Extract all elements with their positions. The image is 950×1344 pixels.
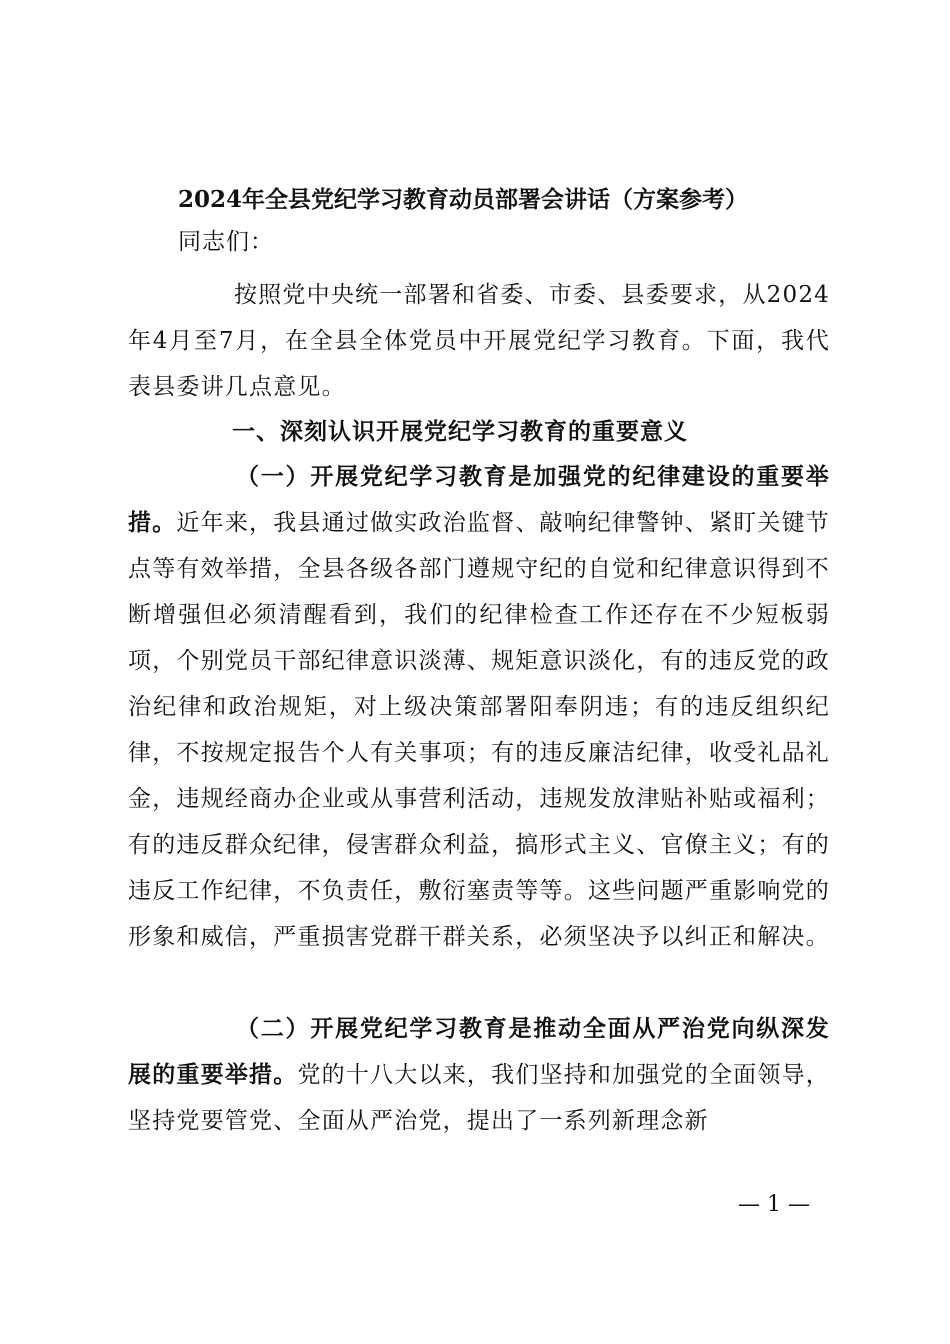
point-one-body: 近年来，我县通过做实政治监督、敲响纪律警钟、紧盯关键节点等有效举措，全县各级各部门遵规守纪的自觉和纪律意识得到不断增强但必须清醒看到，我们的纪律检查工作还存在不少短板弱项，个别党员干部纪律意识淡薄、规矩意识淡化，有的违反党的政治纪律和政治规矩，对上级决策部署阳奉阴违；有的违反组织纪律，不按规定报告个人有关事项；有的违反廉洁纪律，收受礼品礼金，违规经商办企业或从事营利活动，违规发放津贴补贴或福利；有的违反群众纪律，侵害群众利益，搞形式主义、官僚主义；有的违反工作纪律，不负责任，敷衍塞责等等。这些问题严重影响党的形象和威信，严重损害党群干群关系，必须坚决予以纠正和解决。 bbox=[128, 510, 830, 950]
section-one-heading: 一、深刻认识开展党纪学习教育的重要意义 bbox=[232, 418, 688, 445]
point-one-lead: （一）开展党纪学习教育是加强党的纪律建设的重要举措。 bbox=[128, 463, 830, 536]
intro-paragraph: 按照党中央统一部署和省委、市委、县委要求，从2024年4月至7月，在全县全体党员中开展党纪学习教育。下面，我代表县委讲几点意见。 bbox=[128, 282, 830, 400]
point-one-paragraph bbox=[128, 454, 830, 960]
point-two-lead: （二）开展党纪学习教育是推动全面从严治党向纵深发展的重要举措。 bbox=[128, 1015, 830, 1088]
salutation: 同志们： bbox=[178, 229, 274, 255]
point-two-paragraph bbox=[128, 1006, 830, 1144]
document-title: 2024年全县党纪学习教育动员部署会讲话（方案参考） bbox=[178, 186, 749, 213]
point-two-body: 党的十八大以来，我们坚持和加强党的全面领导，坚持党要管党、全面从严治党，提出了一系列新理念新 bbox=[128, 1062, 830, 1134]
page-number: — 1 — bbox=[738, 1192, 810, 1217]
